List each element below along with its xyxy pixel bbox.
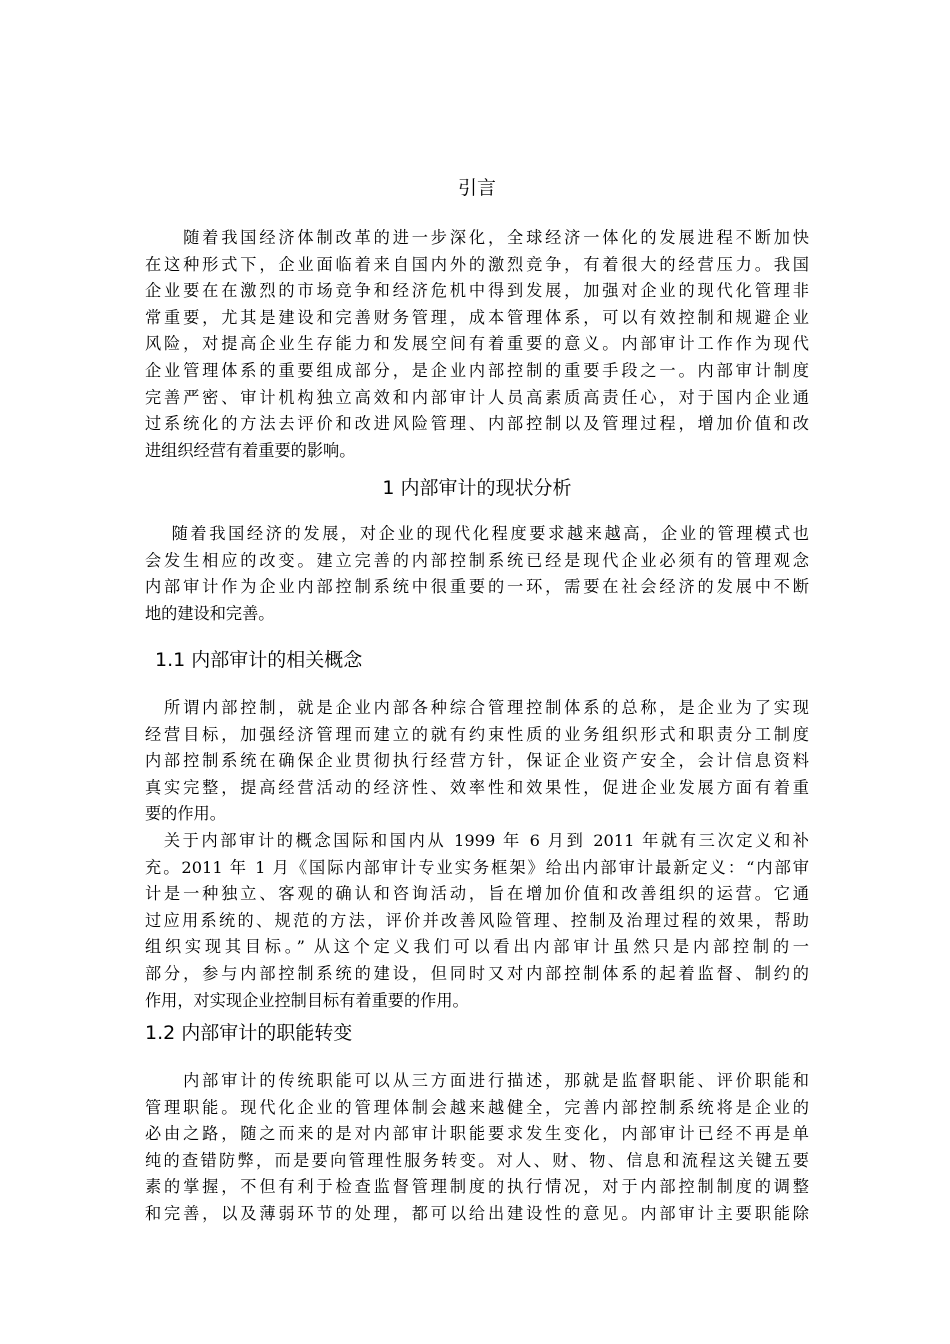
subsection1-1-paragraph-2 (145, 828, 809, 1014)
text-line: 在这种形式下，企业面临着来自国内外的激烈竞争，有着很大的经营压力。我国 (145, 254, 809, 274)
text-line: 随着我国经济的发展，对企业的现代化程度要求越来越高，企业的管理模式也 (145, 524, 809, 543)
text-line: 进组织经营有着重要的影响。 (145, 440, 356, 460)
text-line: 企业要在在激烈的市场竞争和经济危机中得到发展，加强对企业的现代化管理非 (145, 281, 809, 301)
text-line: 计是一种独立、客观的确认和咨询活动，旨在增加价值和改善组织的运营。它通 (145, 884, 809, 904)
section-heading: 1 内部审计的现状分析 (382, 477, 572, 499)
text-line: 过应用系统的、规范的方法，评价并改善风险管理、控制及治理过程的效果，帮助 (145, 910, 809, 930)
text-line: 过系统化的方法去评价和改进风险管理、内部控制以及管理过程，增加价值和改 (145, 414, 809, 434)
text-line: 常重要，尤其是建设和完善财务管理，成本管理体系，可以有效控制和规避企业 (145, 307, 809, 327)
text-line: 真实完整，提高经营活动的经济性、效率性和效果性，促进企业发展方面有着重 (145, 777, 809, 797)
text-line: 地的建设和完善。 (145, 603, 275, 623)
text-line: 内部审计作为企业内部控制系统中很重要的一环，需要在社会经济的发展中不断 (145, 577, 809, 597)
text-line: 内部控制系统在确保企业贯彻执行经营方针，保证企业资产安全，会计信息资料 (145, 751, 809, 771)
subsection-heading: 1.2 内部审计的职能转变 (145, 1022, 353, 1044)
text-line: 内部审计的传统职能可以从三方面进行描述，那就是监督职能、评价职能和 (145, 1071, 809, 1090)
text-line: 作用，对实现企业控制目标有着重要的作用。 (145, 990, 469, 1010)
text-line: 所谓内部控制，就是企业内部各种综合管理控制体系的总称，是企业为了实现 (145, 698, 809, 717)
text-line: 组织实现其目标。” 从这个定义我们可以看出内部审计虽然只是内部控制的一 (145, 937, 809, 957)
text-line: 完善严密、审计机构独立高效和内部审计人员高素质高责任心，对于国内企业通 (145, 387, 809, 407)
text-line: 必由之路，随之而来的是对内部审计职能要求发生变化，内部审计已经不再是单 (145, 1124, 809, 1144)
subsection1-1-paragraph-1 (145, 695, 809, 828)
text-line: 会发生相应的改变。建立完善的内部控制系统已经是现代企业必须有的管理观念 (145, 550, 809, 570)
intro-paragraph (145, 225, 809, 464)
subsection1-2-paragraph (145, 1068, 809, 1228)
text-line: 和完善，以及薄弱环节的处理，都可以给出建设性的意见。内部审计主要职能除 (145, 1203, 809, 1223)
document-title: 引言 (457, 177, 496, 199)
text-line: 经营目标，加强经济管理而建立的就有约束性质的业务组织形式和职责分工制度 (145, 724, 809, 744)
text-line: 企业管理体系的重要组成部分，是企业内部控制的重要手段之一。内部审计制度 (145, 360, 809, 380)
text-line: 管理职能。现代化企业的管理体制会越来越健全，完善内部控制系统将是企业的 (145, 1097, 809, 1117)
text-line: 随着我国经济体制改革的进一步深化，全球经济一体化的发展进程不断加快 (145, 228, 809, 247)
text-line: 部分，参与内部控制系统的建设，但同时又对内部控制体系的起着监督、制约的 (145, 963, 809, 983)
text-line: 要的作用。 (145, 804, 226, 824)
text-line: 素的掌握，不但有利于检查监督管理制度的执行情况，对于内部控制制度的调整 (145, 1177, 809, 1197)
subsection-heading: 1.1 内部审计的相关概念 (155, 649, 363, 671)
text-line: 纯的查错防弊，而是要向管理性服务转变。对人、财、物、信息和流程这关键五要 (145, 1150, 809, 1170)
text-line: 关于内部审计的概念国际和国内从 1999 年 6 月到 2011 年就有三次定义和补 (145, 831, 809, 850)
text-line: 充。2011 年 1 月《国际内部审计专业实务框架》给出内部审计最新定义：“内部审 (145, 857, 809, 877)
section1-paragraph (145, 521, 809, 627)
text-line: 风险，对提高企业生存能力和发展空间有着重要的意义。内部审计工作作为现代 (145, 334, 809, 354)
